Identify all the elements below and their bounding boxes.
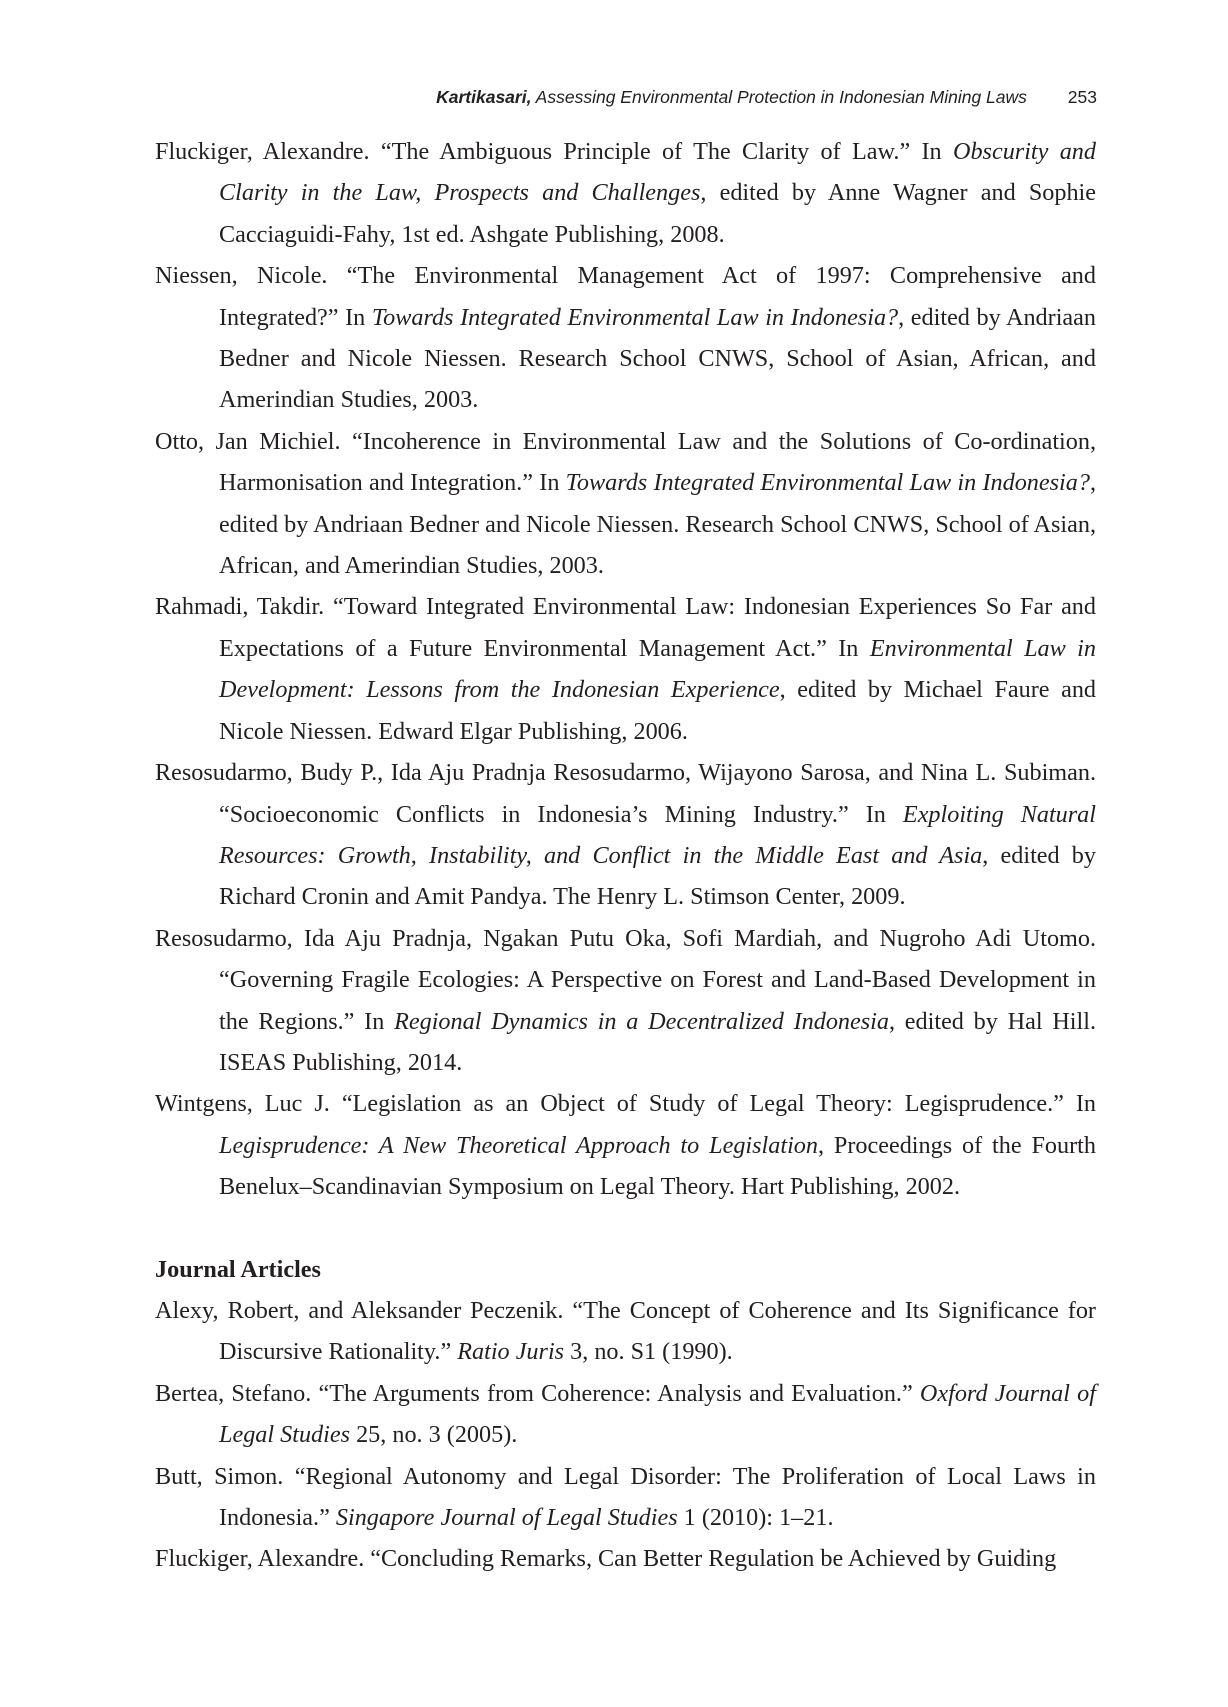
reference-entry: [155, 918, 1096, 1084]
reference-work-title: Exploiting Natural Resources: Growth, Instability, and Conflict in the Middle East and Asia: [219, 800, 1096, 869]
reference-main: Alexy, Robert, and Aleksander Peczenik. “The Concept of Coherence and Its Significance for Discursive Rationality.”: [155, 1296, 1096, 1366]
reference-entry: [155, 131, 1096, 255]
journal-article-list: [155, 1290, 1096, 1580]
reference-entry: [155, 1373, 1096, 1456]
reference-entry: [155, 1538, 1096, 1579]
reference-details: 1 (2010): 1–21.: [677, 1504, 834, 1531]
reference-main: Resosudarmo, Budy P., Ida Aju Pradnja Resosudarmo, Wijayono Sarosa, and Nina L. Subiman. “Socioeconomic Conflicts in Indonesia’s Mining Industry.” In: [155, 759, 1096, 828]
reference-work-title: Towards Integrated Environmental Law in Indonesia?: [565, 469, 1090, 497]
reference-work-title: Legisprudence: A New Theoretical Approach to Legislation: [219, 1131, 818, 1159]
reference-details: , Proceedings of the Fourth Benelux–Scandinavian Symposium on Legal Theory. Hart Publishing, 2002.: [219, 1131, 1096, 1201]
reference-details: , edited by Michael Faure and Nicole Niessen. Edward Elgar Publishing, 2006.: [219, 676, 1097, 745]
reference-main: Fluckiger, Alexandre. “Concluding Remarks, Can Better Regulation be Achieved by Guiding: [155, 1545, 1057, 1573]
reference-main: Niessen, Nicole. “The Environmental Management Act of 1997: Comprehensive and Integrated?” In: [155, 262, 1096, 331]
running-head-author: Kartikasari,: [436, 87, 532, 107]
reference-details: , edited by Richard Cronin and Amit Pandya. The Henry L. Stimson Center, 2009.: [219, 841, 1096, 911]
reference-main: Wintgens, Luc J. “Legislation as an Object of Study of Legal Theory: Legisprudence.” In: [155, 1090, 1096, 1118]
reference-details: , edited by Andriaan Bedner and Nicole Niessen. Research School CNWS, School of Asian, African, and Amerindian Studies, 2003.: [219, 469, 1096, 580]
reference-entry: [155, 1456, 1096, 1539]
reference-main: Resosudarmo, Ida Aju Pradnja, Ngakan Putu Oka, Sofi Mardiah, and Nugroho Adi Utomo. “Governing Fragile Ecologies: A Perspective on Forest and Land-Based Development in the Regions.” In: [155, 924, 1096, 1035]
reference-entry: [155, 1083, 1096, 1207]
reference-main: Rahmadi, Takdir. “Toward Integrated Environmental Law: Indonesian Experiences So Far and Expectations of a Future Environmental Management Act.” In: [155, 593, 1096, 662]
running-head-title: Assessing Environmental Protection in Indonesian Mining Laws: [535, 87, 1027, 107]
reference-entry: [155, 421, 1096, 587]
reference-entry: [155, 586, 1096, 752]
journal-title: Singapore Journal of Legal Studies: [335, 1504, 678, 1531]
reference-details: 3, no. S1 (1990).: [564, 1338, 733, 1366]
reference-work-title: Regional Dynamics in a Decentralized Indonesia: [394, 1007, 889, 1035]
reference-details: , edited by Anne Wagner and Sophie Cacciaguidi-Fahy, 1st ed. Ashgate Publishing, 2008.: [219, 179, 1097, 248]
reference-main: Fluckiger, Alexandre. “The Ambiguous Principle of The Clarity of Law.” In: [155, 138, 953, 165]
reference-details: , edited by Andriaan Bedner and Nicole Niessen. Research School CNWS, School of Asian, African, and Amerindian Studies, 2003.: [219, 303, 1096, 414]
reference-details: , edited by Hal Hill. ISEAS Publishing, 2014.: [219, 1007, 1097, 1076]
bibliography: [155, 131, 1096, 1580]
reference-entry: [155, 752, 1096, 918]
journal-title: Oxford Journal of Legal Studies: [219, 1379, 1096, 1449]
reference-entry: [155, 1290, 1096, 1373]
journal-title: Ratio Juris: [457, 1338, 565, 1366]
reference-work-title: Towards Integrated Environmental Law in Indonesia?: [371, 303, 899, 331]
reference-main: Butt, Simon. “Regional Autonomy and Legal Disorder: The Proliferation of Local Laws in Indonesia.”: [155, 1462, 1096, 1531]
running-head: [155, 87, 1097, 108]
reference-work-title: Environmental Law in Development: Lessons from the Indonesian Experience: [219, 634, 1096, 704]
page-number: 253: [1067, 87, 1097, 107]
reference-main: Bertea, Stefano. “The Arguments from Coherence: Analysis and Evaluation.”: [155, 1379, 920, 1407]
book-chapter-list: [155, 131, 1096, 1208]
reference-entry: [155, 255, 1096, 421]
section-heading: Journal Articles: [155, 1255, 321, 1283]
reference-work-title: Obscurity and Clarity in the Law, Prospects and Challenges: [219, 138, 1096, 207]
reference-details: 25, no. 3 (2005).: [350, 1421, 518, 1449]
reference-main: Otto, Jan Michiel. “Incoherence in Environmental Law and the Solutions of Co-ordination, Harmonisation and Integration.” In: [155, 427, 1096, 497]
